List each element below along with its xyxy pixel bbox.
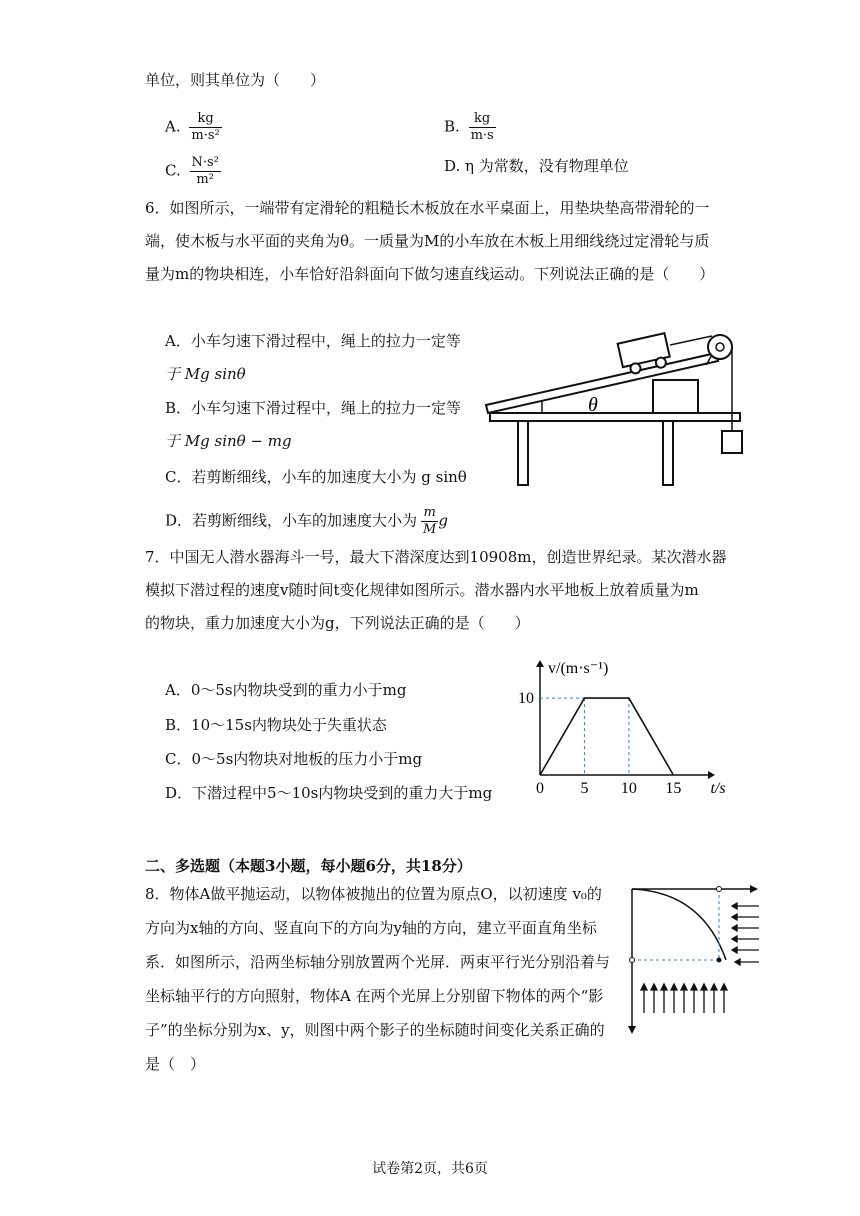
denominator: m² (196, 172, 214, 187)
q6-stem-line3: 量为m的物块相连，小车恰好沿斜面向下做匀速直线运动。下列说法正确的是（ ） (145, 265, 715, 283)
q5-option-a[interactable] (165, 111, 222, 144)
table-leg-right (663, 421, 673, 485)
q7-stem-line3: 的物块，重力加速度大小为g，下列说法正确的是（ ） (145, 614, 530, 632)
q8-stem-line6: 是（ ） (145, 1055, 206, 1073)
numerator: N·s² (191, 155, 219, 170)
denominator: M (423, 522, 437, 537)
x-tick-label: 15 (665, 780, 682, 797)
q6-option-c[interactable]: C．若剪断细线，小车的加速度大小为 g sinθ (165, 468, 467, 486)
q5-option-d[interactable] (444, 155, 629, 177)
projectile-shadow-figure (622, 878, 762, 1038)
horizontal-light-arrows (732, 903, 759, 965)
option-text: D．若剪断细线，小车的加速度大小为 (165, 511, 418, 530)
page-footer: 试卷第2页，共6页 (372, 1161, 488, 1177)
q8-stem-line3: 系．如图所示，沿两坐标轴分别放置两个光屏．两束平行光分别沿着与 (145, 953, 611, 971)
option-label: D. (444, 157, 461, 175)
q5-option-b[interactable] (444, 111, 496, 144)
numerator: m (421, 505, 438, 522)
object-a-point (717, 958, 722, 963)
q6-option-b-line1[interactable]: B．小车匀速下滑过程中，绳上的拉力一定等 (165, 399, 462, 417)
y-axis-arrow (536, 660, 544, 667)
table-top (490, 413, 740, 421)
theta-label: θ (588, 394, 598, 416)
option-text: η 为常数，没有物理单位 (465, 157, 629, 175)
table-leg-left (518, 421, 528, 485)
support-block (653, 380, 698, 413)
q8-stem-line5: 子”的坐标分别为x、y，则图中两个影子的坐标随时间变化关系正确的 (145, 1021, 605, 1039)
q6-option-a-line2: 于 Mg sinθ (165, 365, 246, 383)
numerator: kg (469, 111, 496, 128)
series-line (540, 698, 673, 775)
q7-option-a[interactable]: A．0～5s内物块受到的重力小于mg (165, 681, 407, 699)
y-axis-arrow (628, 1026, 636, 1034)
q7-stem-line2: 模拟下潜过程的速度v随时间t变化规律如图所示。潜水器内水平地板上放着质量为m (145, 581, 699, 599)
velocity-time-chart (510, 655, 726, 797)
fraction (189, 111, 221, 144)
y-axis-label: v/(m·s⁻¹) (548, 660, 609, 677)
x-tick-label: 0 (536, 780, 544, 797)
option-label: C. (165, 161, 181, 180)
q7-option-c[interactable]: C．0～5s内物块对地板的压力小于mg (165, 750, 423, 768)
q8-stem-line4: 坐标轴平行的方向照射，物体A 在两个光屏上分别留下物体的两个“影 (145, 987, 604, 1005)
q6-option-a-line1[interactable]: A．小车匀速下滑过程中，绳上的拉力一定等 (165, 332, 461, 350)
option-label: B. (444, 117, 460, 136)
vertical-light-arrows (641, 984, 727, 1013)
q6-stem-line1: 6．如图所示，一端带有定滑轮的粗糙长木板放在水平桌面上，用垫块垫高带滑轮的一 (145, 199, 710, 217)
hanging-mass (722, 431, 742, 453)
y-tick-label: 10 (518, 690, 534, 708)
denominator: m·s² (191, 128, 220, 143)
fraction (469, 111, 496, 144)
q6-stem-line2: 端，使木板与水平面的夹角为θ。一质量为M的小车放在木板上用细线绕过定滑轮与质 (145, 232, 710, 250)
q7-stem-line1: 7．中国无人潜水器海斗一号，最大下潜深度达到10908m，创造世界纪录。某次潜水器 (145, 548, 727, 566)
option-label: A. (165, 117, 181, 136)
q6-option-b-line2: 于 Mg sinθ − mg (165, 432, 292, 450)
q5-option-c[interactable] (165, 155, 221, 188)
x-tick-label: 5 (580, 780, 589, 797)
q7-option-b[interactable]: B．10～15s内物块处于失重状态 (165, 716, 387, 734)
fraction (190, 155, 221, 188)
incline-pulley-figure (480, 325, 750, 490)
q7-option-d[interactable]: D．下潜过程中5～10s内物块受到的重力大于mg (165, 784, 493, 802)
x-axis-label: t/s (710, 780, 726, 797)
fraction-m-over-m (421, 505, 438, 538)
q8-stem-line2: 方向为x轴的方向、竖直向下的方向为y轴的方向，建立平面直角坐标 (145, 919, 597, 937)
q5-lead: 单位，则其单位为（ ） (145, 71, 326, 89)
x-tick-label: 10 (620, 780, 637, 797)
q8-stem-line1: 8．物体A做平抛运动，以物体被抛出的位置为原点O，以初速度 v₀的 (145, 885, 602, 903)
x-axis-arrow (708, 771, 715, 779)
option-suffix: g (438, 511, 448, 530)
x-axis-arrow (750, 885, 758, 893)
section-heading: 二、多选题（本题3小题，每小题6分，共18分） (145, 857, 472, 875)
trajectory (632, 889, 726, 960)
x-shadow-point (717, 887, 722, 892)
numerator: kg (189, 111, 221, 128)
denominator: m·s (470, 128, 494, 143)
y-shadow-point (630, 958, 635, 963)
q6-option-d[interactable] (165, 505, 448, 538)
